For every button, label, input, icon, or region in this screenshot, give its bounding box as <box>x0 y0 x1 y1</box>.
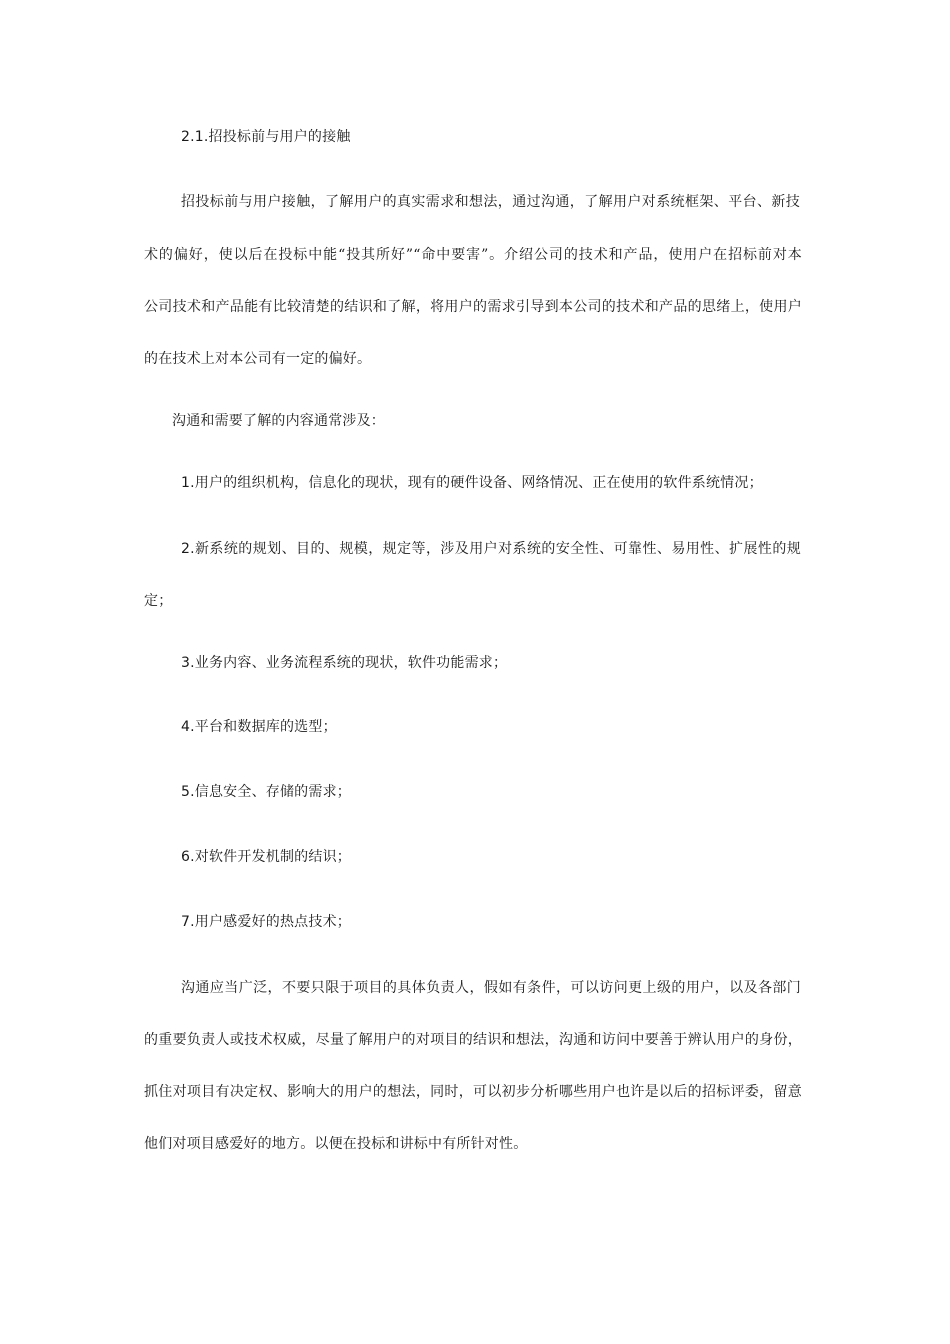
closing-line-3: 抓住对项目有决定权、影响大的用户的想法，同时，可以初步分析哪些用户也许是以后的招标评委，留意 <box>144 1084 802 1100</box>
list-item-text: 信息安全、存储的需求； <box>194 784 351 800</box>
list-item-number: 4. <box>181 719 195 735</box>
intro-line-2: 术的偏好，使以后在投标中能“投其所好”“命中要害”。介绍公司的技术和产品，使用户在招标前对本 <box>144 247 802 263</box>
list-item-text: 用户感爱好的热点技术； <box>194 914 351 930</box>
list-item-number: 2. <box>181 541 195 557</box>
list-item <box>181 717 337 737</box>
list-intro: 沟通和需要了解的内容通常涉及： <box>172 413 385 429</box>
list-item <box>181 653 507 673</box>
closing-line-2: 的重要负责人或技术权威，尽量了解用户的对项目的结识和想法，沟通和访问中要善于辨认用户的身份， <box>144 1032 802 1048</box>
list-item-number: 6. <box>181 849 195 865</box>
list-item-number: 7. <box>181 914 195 930</box>
list-item <box>181 847 351 867</box>
list-item-text: 新系统的规划、目的、规模，规定等，涉及用户对系统的安全性、可靠性、易用性、扩展性的规 <box>194 541 801 557</box>
list-item-number: 5. <box>181 784 195 800</box>
section-title: 招投标前与用户的接触 <box>208 129 351 145</box>
list-item <box>181 782 351 802</box>
intro-line-1: 招投标前与用户接触，了解用户的真实需求和想法，通过沟通，了解用户对系统框架、平台、新技 <box>181 194 800 210</box>
list-item-text: 对软件开发机制的结识； <box>194 849 351 865</box>
intro-line-4: 的在技术上对本公司有一定的偏好。 <box>144 351 372 367</box>
list-item-text: 平台和数据库的选型； <box>194 719 337 735</box>
section-number: 2.1. <box>181 129 209 145</box>
closing-line-4: 他们对项目感爱好的地方。以便在投标和讲标中有所针对性。 <box>144 1136 528 1152</box>
list-item <box>181 539 801 559</box>
list-item-number: 3. <box>181 655 195 671</box>
list-item-text: 用户的组织机构，信息化的现状，现有的硬件设备、网络情况、正在使用的软件系统情况； <box>194 475 763 491</box>
list-item <box>181 912 351 932</box>
list-item-continuation: 定； <box>144 593 173 609</box>
section-heading <box>181 127 351 147</box>
list-item-number: 1. <box>181 475 195 491</box>
closing-line-1: 沟通应当广泛，不要只限于项目的具体负责人，假如有条件，可以访问更上级的用户，以及各部门 <box>181 980 801 996</box>
intro-line-3: 公司技术和产品能有比较清楚的结识和了解，将用户的需求引导到本公司的技术和产品的思绪上，使用户 <box>144 299 802 315</box>
list-item-text: 业务内容、业务流程系统的现状，软件功能需求； <box>194 655 508 671</box>
list-item <box>181 473 763 493</box>
